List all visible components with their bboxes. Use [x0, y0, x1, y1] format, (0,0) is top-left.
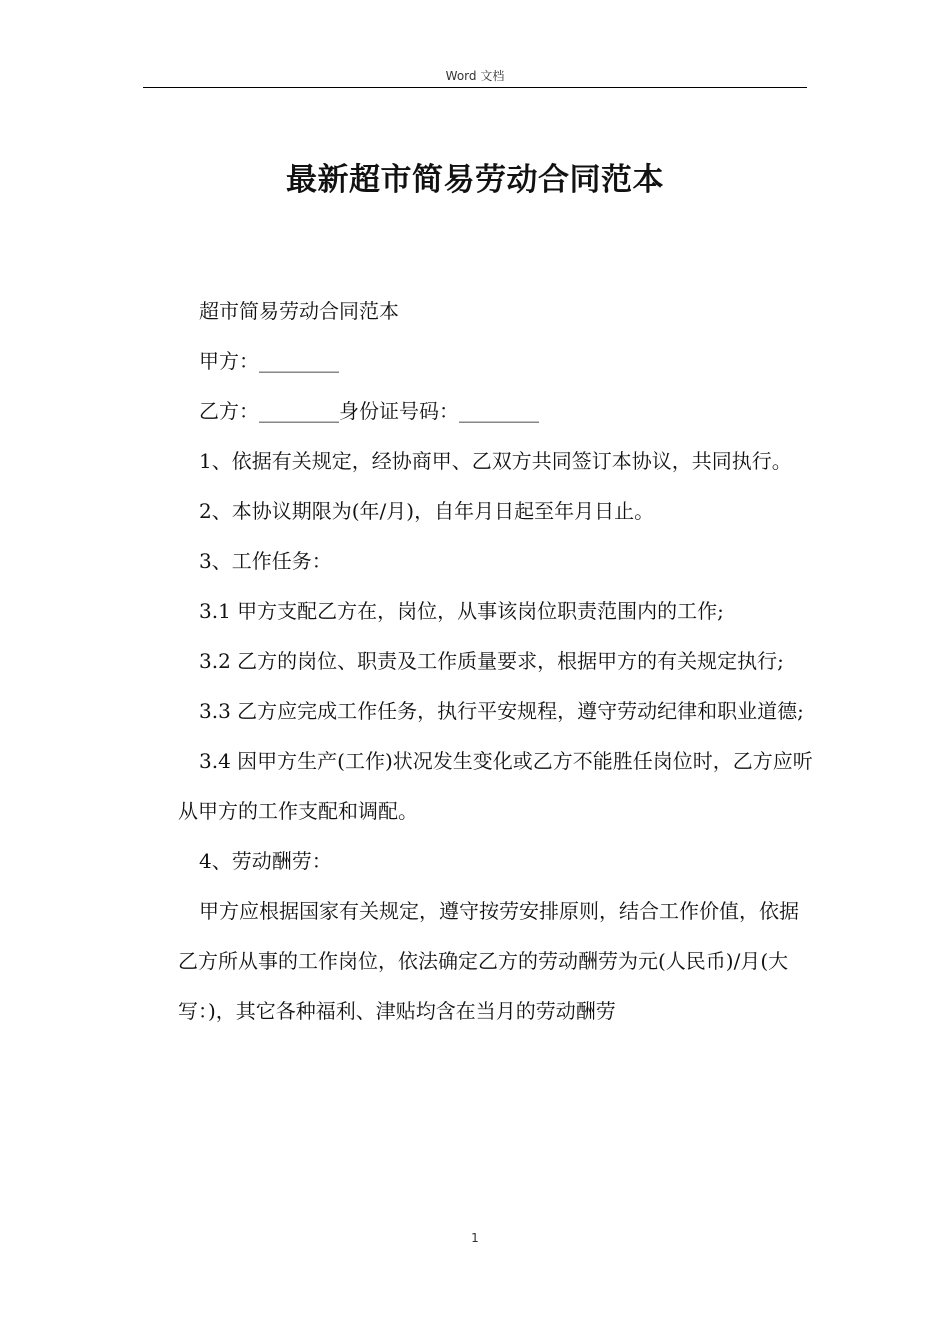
paragraph: 3.3 乙方应完成工作任务，执行平安规程，遵守劳动纪律和职业道德; — [199, 699, 804, 723]
paragraph: 3、工作任务： — [199, 549, 332, 573]
paragraph: 甲方：________ — [199, 349, 339, 373]
paragraph: 3.1 甲方支配乙方在，岗位，从事该岗位职责范围内的工作; — [199, 599, 724, 623]
document-title: 最新超市简易劳动合同范本 — [286, 162, 664, 198]
paragraph: 3.4 因甲方生产(工作)状况发生变化或乙方不能胜任岗位时，乙方应听从甲方的工作支配和调配。 — [178, 749, 813, 823]
page-header: Word 文档 — [445, 69, 505, 83]
header-rule — [143, 87, 807, 88]
page-number: 1 — [471, 1231, 479, 1245]
paragraph: 甲方应根据国家有关规定，遵守按劳安排原则，结合工作价值，依据乙方所从事的工作岗位，依法确定乙方的劳动酬劳为元(人民币)/月(大写：)，其它各种福利、津贴均含在当月的劳动酬劳 — [178, 899, 799, 1023]
paragraph: 乙方：________身份证号码：________ — [199, 399, 539, 423]
paragraph: 3.2 乙方的岗位、职责及工作质量要求，根据甲方的有关规定执行; — [199, 649, 784, 673]
paragraph: 1、依据有关规定，经协商甲、乙双方共同签订本协议，共同执行。 — [199, 449, 792, 473]
paragraph: 2、本协议期限为(年/月)，自年月日起至年月日止。 — [199, 499, 655, 523]
paragraph: 超市简易劳动合同范本 — [199, 299, 399, 323]
paragraph: 4、劳动酬劳： — [199, 849, 332, 873]
document-body — [178, 286, 814, 1036]
